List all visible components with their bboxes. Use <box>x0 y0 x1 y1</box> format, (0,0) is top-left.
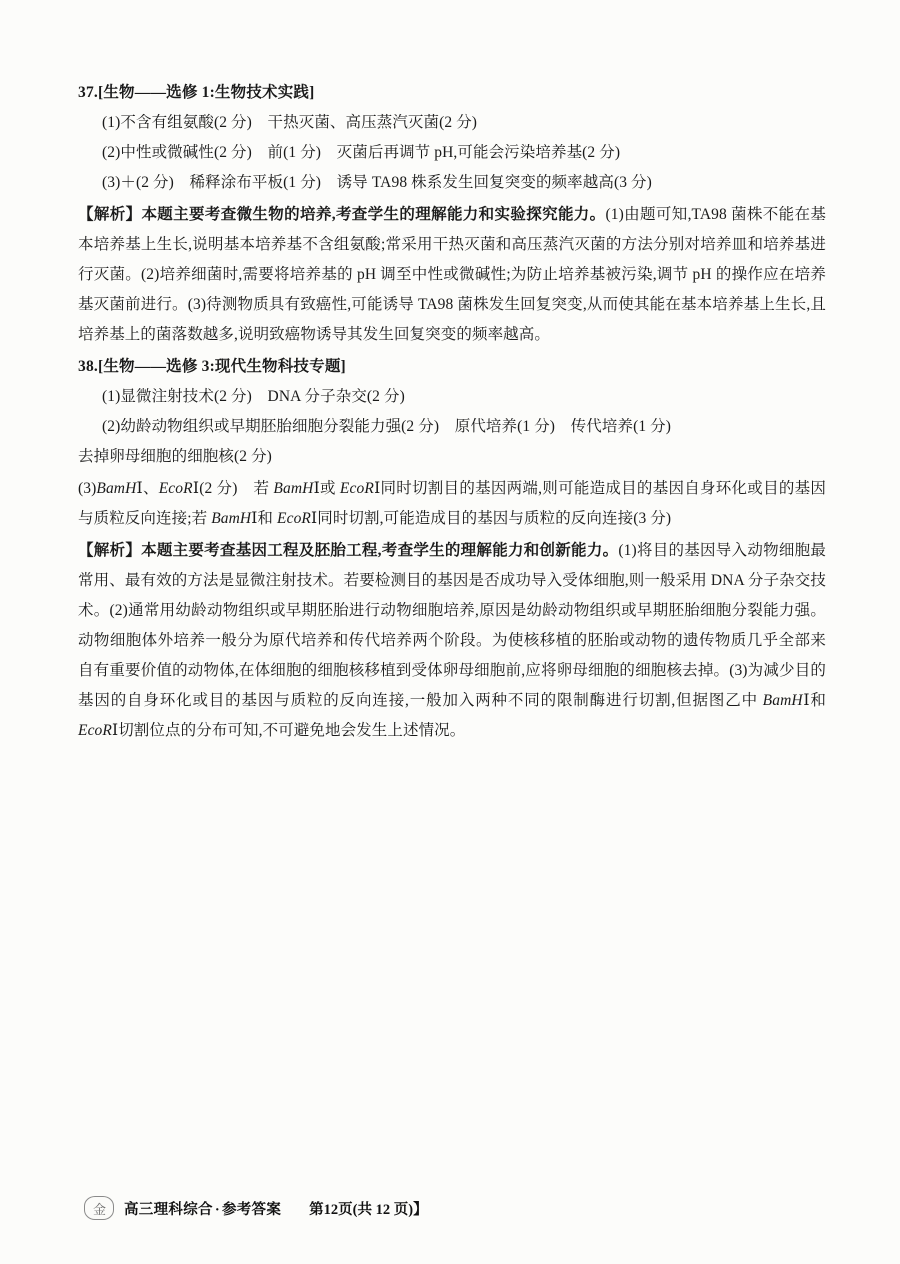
footer-title <box>124 1198 281 1219</box>
question-block-38 <box>78 352 826 746</box>
footer-subject: 高三理科综合 <box>124 1201 213 1218</box>
footer-doctype: 参考答案 <box>221 1201 282 1218</box>
question-37-heading: [生物——选修 1:生物技术实践] <box>97 84 315 101</box>
question-38-answer-3: (3)BamHⅠ、EcoRⅠ(2 分) 若 BamHⅠ或 EcoRⅠ同时切割目的基因两端,则可能造成目的基因自身环化或目的基因与质粒反向连接;若 BamHⅠ和 EcoRⅠ同时切割,可能造成目的基因与质粒的反向连接(3 分) <box>78 480 826 527</box>
question-38-explanation-lead: 本题主要考查基因工程及胚胎工程,考查学生的理解能力和创新能力。 <box>141 542 619 559</box>
question-38-title <box>78 352 826 382</box>
question-38-heading: [生物——选修 3:现代生物科技专题] <box>97 358 346 375</box>
page-footer <box>0 1196 900 1236</box>
question-38-explanation <box>78 536 826 746</box>
question-38-explanation-body: (1)将目的基因导入动物细胞最常用、最有效的方法是显微注射技术。若要检测目的基因是否成功导入受体细胞,则一般采用 DNA 分子杂交技术。(2)通常用幼龄动物组织或早期胚胎进行动物细胞培养,原因是幼龄动物组织或早期胚胎细胞分裂能力强。动物细胞体外培养一般分为原代培养和传代培养两个阶段。为使核移植的胚胎或动物的遗传物质几乎全部来自有重要价值的动物体,在体细胞的细胞核移植到受体卵母细胞前,应将卵母细胞的细胞核去掉。(3)为减少目的基因的自身环化或目的基因与质粒的反向连接,一般加入两种不同的限制酶进行切割,但据图乙中 BamHⅠ和 EcoRⅠ切割位点的分布可知,不可避免地会发生上述情况。 <box>78 542 827 739</box>
page-content <box>78 78 826 748</box>
question-37-answer-3: (3)＋(2 分) 稀释涂布平板(1 分) 诱导 TA98 株系发生回复突变的频率越高(3 分) <box>102 174 652 191</box>
question-37-answer-1: (1)不含有组氨酸(2 分) 干热灭菌、高压蒸汽灭菌(2 分) <box>102 114 478 131</box>
footer-separator: · <box>214 1201 220 1218</box>
footer-page-number: 第12页(共 12 页)】 <box>309 1201 428 1218</box>
question-37-number: 37. <box>78 84 98 101</box>
question-38-answer-2-cont: 去掉卵母细胞的细胞核(2 分) <box>78 448 272 465</box>
footer-inner <box>84 1196 428 1220</box>
question-38-number: 38. <box>78 358 98 375</box>
question-38-answer-2: (2)幼龄动物组织或早期胚胎细胞分裂能力强(2 分) 原代培养(1 分) 传代培养(1 分) <box>102 418 672 435</box>
question-block-37 <box>78 78 826 350</box>
question-38-answer-1: (1)显微注射技术(2 分) DNA 分子杂交(2 分) <box>102 388 405 405</box>
question-37-explanation-lead: 本题主要考查微生物的培养,考查学生的理解能力和实验探究能力。 <box>141 206 606 223</box>
question-37-explanation-body: (1)由题可知,TA98 菌株不能在基本培养基上生长,说明基本培养基不含组氨酸;常采用干热灭菌和高压蒸汽灭菌的方法分别对培养皿和培养基进行灭菌。(2)培养细菌时,需要将培养基的 pH 调至中性或微碱性;为防止培养基被污染,调节 pH 的操作应在培养基灭菌前进行。(3)待测物质具有致癌性,可能诱导 TA98 菌株发生回复突变,从而使其能在基本培养基上生长,且培养基上的菌落数越多,说明致癌物诱导其发生回复突变的频率越高。 <box>78 206 826 343</box>
question-37-explanation-label: 【解析】 <box>78 206 142 223</box>
question-38-explanation-label: 【解析】 <box>78 542 142 559</box>
question-37-title <box>78 78 826 108</box>
question-37-answer-2: (2)中性或微碱性(2 分) 前(1 分) 灭菌后再调节 pH,可能会污染培养基(2 分) <box>102 144 621 161</box>
question-37-explanation <box>78 200 826 350</box>
publisher-logo-icon: 金 <box>84 1196 114 1220</box>
